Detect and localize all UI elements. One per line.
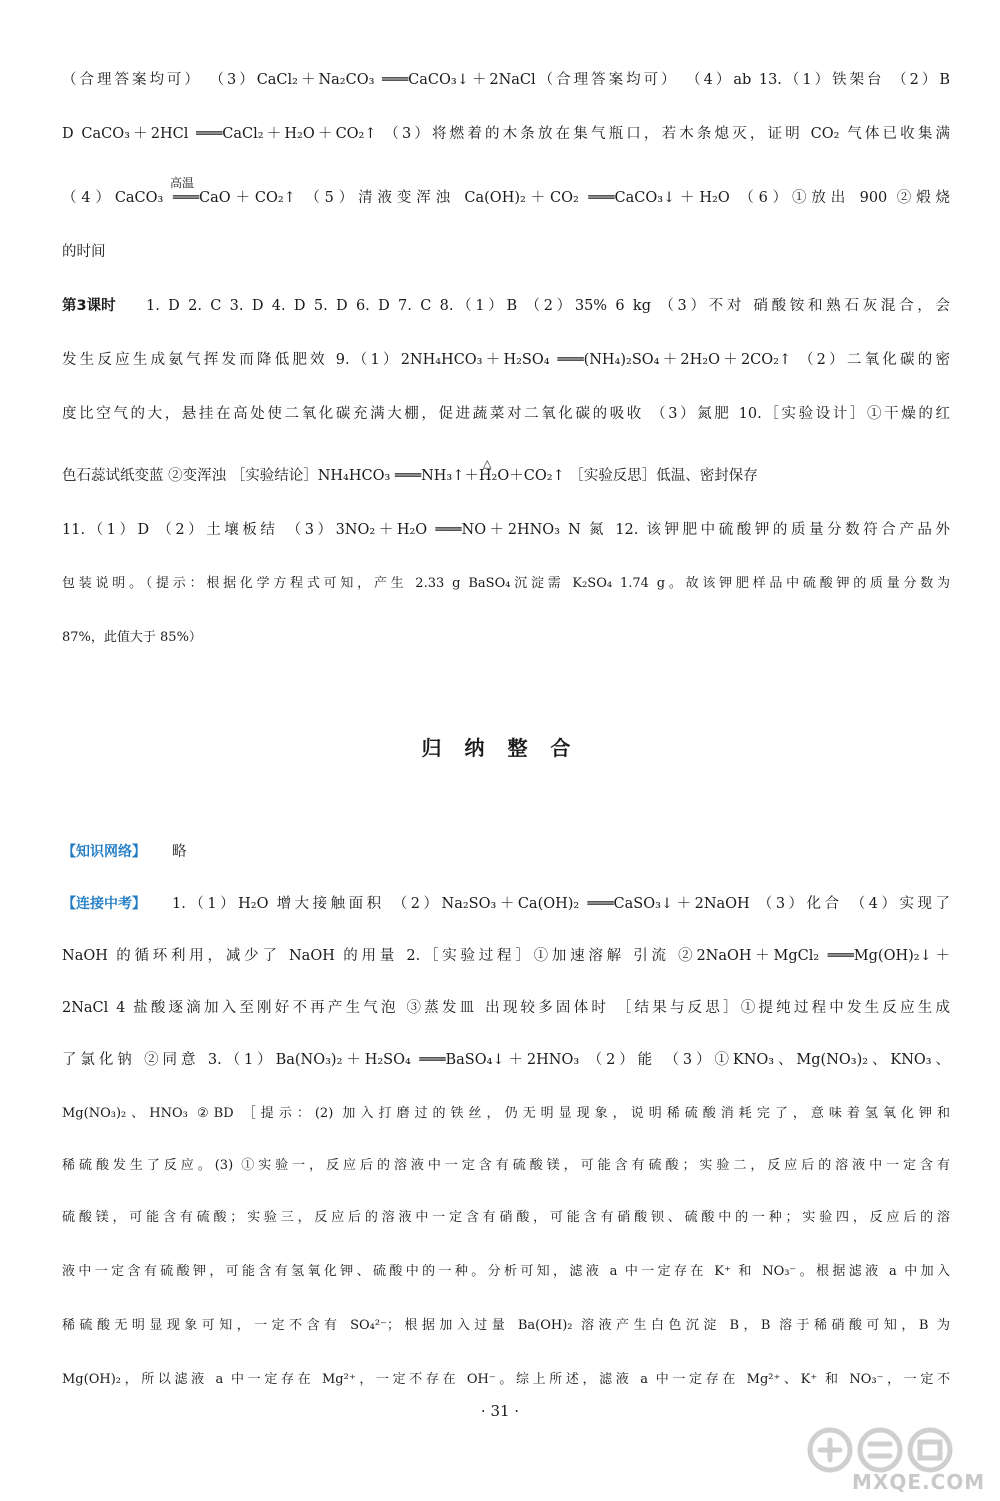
text-line: D CaCO₃＋2HCl ═══CaCl₂＋H₂O＋CO₂↑ （3）将燃着的木条放在集气瓶口，若木条熄灭，证明 CO₂ 气体已收集满 [62,126,950,142]
text-line: 1. D 2. C 3. D 4. D 5. D 6. D 7. C 8.（1）B （2）35% 6 kg （3）不对 硝酸铵和熟石灰混合，会 [146,298,950,314]
heat-symbol: △ [483,457,492,470]
text-line: 色石蕊试纸变蓝 ②变浑浊 ［实验结论］NH₄HCO₃ ═══NH₃↑＋H₂O＋CO₂↑ ［实验反思］低温、密封保存 [62,468,758,484]
text-line: （合理答案均可） （3）CaCl₂＋Na₂CO₃ ═══CaCO₃↓＋2NaCl（合理答案均可） （4）ab 13.（1）铁架台 （2）B [62,72,950,88]
exam-link-tag: 【连接中考】 [62,896,146,912]
knowledge-network-text: 略 [172,844,187,860]
text-line: Mg(OH)₂，所以滤液 a 中一定存在 Mg²⁺，一定不存在 OH⁻。综上所述，滤液 a 中一定存在 Mg²⁺、K⁺ 和 NO₃⁻，一定不 [62,1372,950,1387]
text-line: 包装说明。（提示：根据化学方程式可知，产生 2.33 g BaSO₄沉淀需 K₂SO₄ 1.74 g。故该钾肥样品中硫酸钾的质量分数为 [62,576,950,591]
text-line: 1.（1）H₂O 增大接触面积 （2）Na₂SO₃＋Ca(OH)₂ ═══CaSO₃↓＋2NaOH （3）化合 （4）实现了 [172,896,950,912]
text-line: 2NaCl 4 盐酸逐滴加入至刚好不再产生气泡 ③蒸发皿 出现较多固体时 ［结果与反思］①提纯过程中发生反应生成 [62,1000,950,1016]
page-number: · 31 · [480,1402,520,1420]
text-line: 液中一定含有硫酸钾，可能含有氢氧化钾、硫酸中的一种。分析可知，滤液 a 中一定存在 K⁺ 和 NO₃⁻。根据滤液 a 中加入 [62,1264,950,1279]
text-line: 硫酸镁，可能含有硫酸；实验三，反应后的溶液中一定含有硝酸，可能含有硝酸钡、硫酸中的一种；实验四，反应后的溶 [62,1210,950,1225]
text-line: 了氯化钠 ②同意 3.（1）Ba(NO₃)₂＋H₂SO₄ ═══BaSO₄↓＋2HNO₃ （2）能 （3）①KNO₃、Mg(NO₃)₂、KNO₃、 [62,1052,950,1068]
text-line: 发生反应生成氨气挥发而降低肥效 9.（1）2NH₄HCO₃＋H₂SO₄ ═══(NH₄)₂SO₄＋2H₂O＋2CO₂↑ （2）二氧化碳的密 [62,352,950,368]
text-line: 稀硫酸无明显现象可知，一定不含有 SO₄²⁻；根据加入过量 Ba(OH)₂ 溶液产生白色沉淀 B，B 溶于稀硝酸可知，B 为 [62,1318,950,1333]
text-line: 稀硫酸发生了反应。(3) ①实验一，反应后的溶液中一定含有硫酸镁，可能含有硫酸；实验二，反应后的溶液中一定含有 [62,1158,950,1173]
section-heading: 归 纳 整 合 [421,736,579,760]
text-line: 87%，此值大于 85%） [62,630,202,645]
text-line: 度比空气的大，悬挂在高处使二氧化碳充满大棚，促进蔬菜对二氧化碳的吸收 （3）氮肥 10.［实验设计］①干燥的红 [62,406,950,422]
knowledge-network-tag: 【知识网络】 [62,844,146,860]
text-line: 的时间 [62,244,106,260]
text-line: 11.（1）D （2）土壤板结 （3）3NO₂＋H₂O ═══NO＋2HNO₃ N 氮 12. 该钾肥中硫酸钾的质量分数符合产品外 [62,522,950,538]
text-line: Mg(NO₃)₂、HNO₃ ②BD ［提示：(2) 加入打磨过的铁丝，仍无明显现象，说明稀硫酸消耗完了，意味着氢氧化钾和 [62,1106,950,1121]
reaction-condition-label: 高温 [170,176,195,190]
text-line: NaOH 的循环利用，减少了 NaOH 的用量 2.［实验过程］①加速溶解 引流 ②2NaOH＋MgCl₂ ═══Mg(OH)₂↓＋ [62,948,950,964]
lesson-label: 第3课时 [62,298,116,314]
text-line: （4）CaCO₃ ═══CaO＋CO₂↑ （5）清液变浑浊 Ca(OH)₂＋CO₂ ═══CaCO₃↓＋H₂O （6）①放出 900 ②煅烧 [62,190,950,206]
watermark-text: MXQE.COM [852,1470,986,1494]
